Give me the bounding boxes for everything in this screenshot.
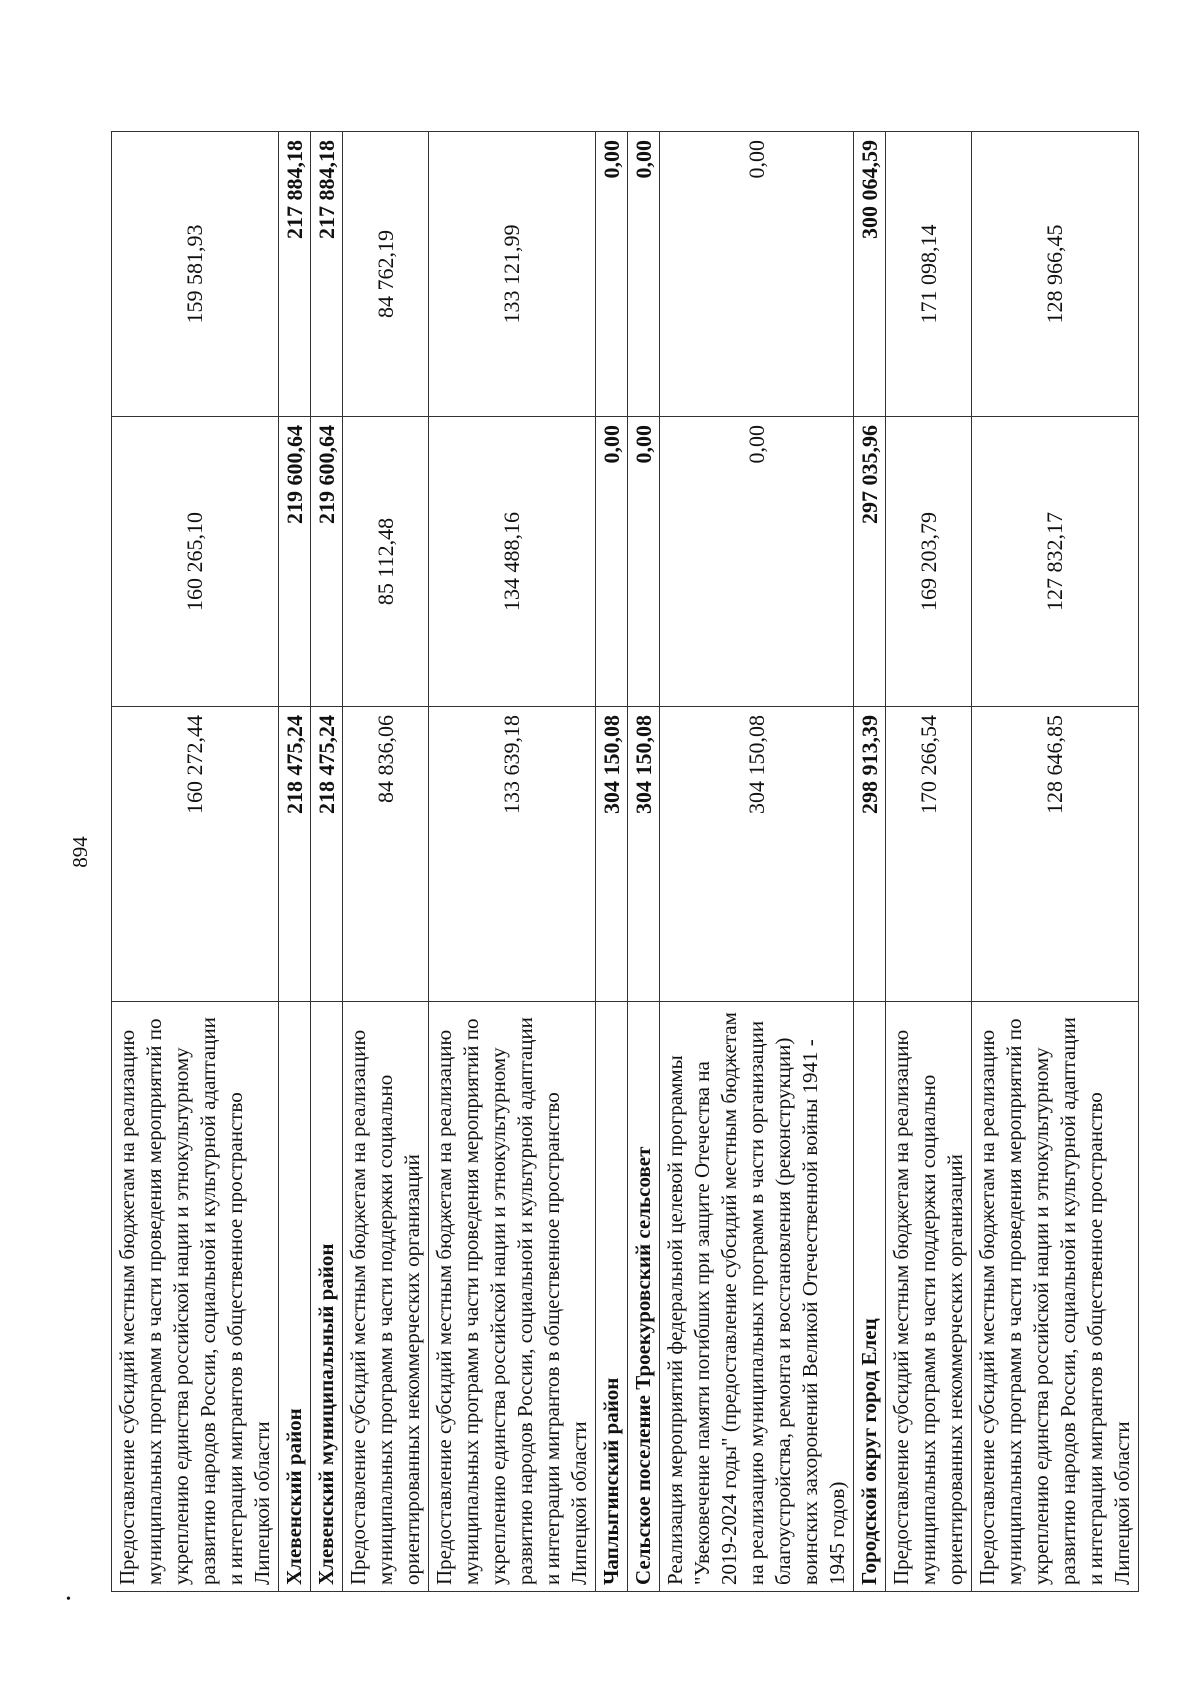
- value-col-1: 304 150,08: [596, 707, 628, 1002]
- table-row: [279, 132, 311, 1592]
- value-col-3: 0,00: [660, 132, 854, 417]
- table-row: [628, 132, 660, 1592]
- value-col-1: 170 266,54: [886, 707, 972, 1002]
- value-col-1: 128 646,85: [972, 707, 1139, 1002]
- value-col-3: 133 121,99: [429, 132, 596, 417]
- row-description: Чаплыгинский район: [596, 1002, 628, 1592]
- row-description: Хлевенский муниципальный район: [311, 1002, 343, 1592]
- value-col-1: 160 272,44: [112, 707, 279, 1002]
- value-col-3: 171 098,14: [886, 132, 972, 417]
- value-col-1: 304 150,08: [628, 707, 660, 1002]
- page-number: 894: [68, 836, 92, 868]
- value-col-2: 0,00: [660, 417, 854, 707]
- table-row: [972, 132, 1139, 1592]
- row-description: Реализация мероприятий федеральной целевой программы "Увековечение памяти погибших при защите Отечества на 2019-2024 годы" (предоставление субсидий местным бюджетам на реализацию муниципальных программ в части организации благоустройства, ремонта и восстановления (реконструкции) воинских захоронений Великой Отечественной войны 1941 - 1945 годов): [660, 1002, 854, 1592]
- row-description: Предоставление субсидий местным бюджетам на реализацию муниципальных программ в части проведения мероприятий по укреплению единства российской нации и этнокультурному развитию народов России, социальной и культурной адаптации и интеграции мигрантов в общественное пространство Липецкой области: [972, 1002, 1139, 1592]
- value-col-2: 134 488,16: [429, 417, 596, 707]
- value-col-2: 85 112,48: [343, 417, 429, 707]
- table-row: [343, 132, 429, 1592]
- row-description: Предоставление субсидий местным бюджетам на реализацию муниципальных программ в части поддержки социально ориентированных некоммерческих организаций: [343, 1002, 429, 1592]
- value-col-2: 219 600,64: [279, 417, 311, 707]
- value-col-2: 169 203,79: [886, 417, 972, 707]
- budget-table: [111, 131, 1139, 1592]
- value-col-3: 0,00: [596, 132, 628, 417]
- value-col-2: 127 832,17: [972, 417, 1139, 707]
- value-col-1: 133 639,18: [429, 707, 596, 1002]
- rotated-table-container: [111, 132, 1134, 1592]
- table-row: [854, 132, 886, 1592]
- row-description: Предоставление субсидий местным бюджетам на реализацию муниципальных программ в части проведения мероприятий по укреплению единства российской нации и этнокультурному развитию народов России, социальной и культурной адаптации и интеграции мигрантов в общественное пространство Липецкой области: [429, 1002, 596, 1592]
- value-col-3: 84 762,19: [343, 132, 429, 417]
- value-col-1: 298 913,39: [854, 707, 886, 1002]
- value-col-1: 84 836,06: [343, 707, 429, 1002]
- value-col-3: 217 884,18: [279, 132, 311, 417]
- table-row: [112, 132, 279, 1592]
- value-col-3: 0,00: [628, 132, 660, 417]
- table-row: [886, 132, 972, 1592]
- value-col-3: 159 581,93: [112, 132, 279, 417]
- table-row: [660, 132, 854, 1592]
- value-col-1: 218 475,24: [279, 707, 311, 1002]
- row-description: Предоставление субсидий местным бюджетам на реализацию муниципальных программ в части поддержки социально ориентированных некоммерческих организаций: [886, 1002, 972, 1592]
- value-col-2: 160 265,10: [112, 417, 279, 707]
- value-col-1: 304 150,08: [660, 707, 854, 1002]
- value-col-2: 0,00: [628, 417, 660, 707]
- value-col-2: 219 600,64: [311, 417, 343, 707]
- table-row: [429, 132, 596, 1592]
- row-description: Городской округ город Елец: [854, 1002, 886, 1592]
- scan-mark: •: [66, 1592, 71, 1607]
- row-description: Сельское поселение Троекуровский сельсовет: [628, 1002, 660, 1592]
- row-description: Предоставление субсидий местным бюджетам на реализацию муниципальных программ в части проведения мероприятий по укреплению единства российской нации и этнокультурному развитию народов России, социальной и культурной адаптации и интеграции мигрантов в общественное пространство Липецкой области: [112, 1002, 279, 1592]
- value-col-2: 0,00: [596, 417, 628, 707]
- value-col-3: 217 884,18: [311, 132, 343, 417]
- value-col-3: 300 064,59: [854, 132, 886, 417]
- value-col-3: 128 966,45: [972, 132, 1139, 417]
- row-description: Хлевенский район: [279, 1002, 311, 1592]
- table-row: [596, 132, 628, 1592]
- value-col-2: 297 035,96: [854, 417, 886, 707]
- table-row: [311, 132, 343, 1592]
- value-col-1: 218 475,24: [311, 707, 343, 1002]
